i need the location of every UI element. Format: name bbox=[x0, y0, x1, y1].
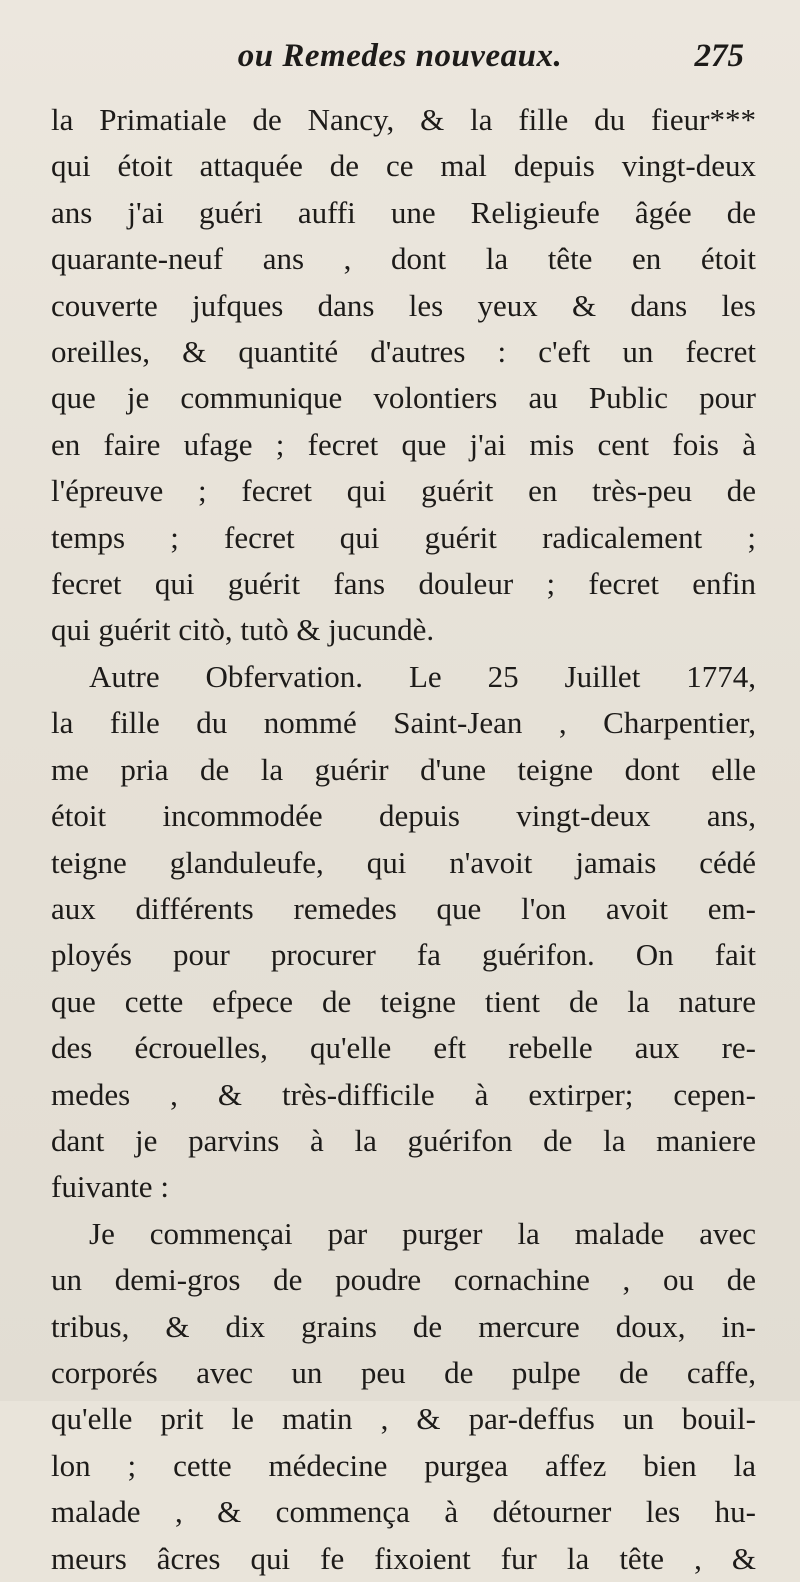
page-number: 275 bbox=[694, 38, 744, 74]
text-line: teigne glanduleufe, qui n'avoit jamais cédé bbox=[51, 844, 756, 880]
text-line: fecret qui guérit fans douleur ; fecret enfin bbox=[51, 566, 756, 602]
text-line: étoit incommodée depuis vingt-deux ans, bbox=[51, 798, 756, 834]
text-line: un demi-gros de poudre cornachine , ou de bbox=[51, 1262, 756, 1298]
text-line: qui étoit attaquée de ce mal depuis vingt-deux bbox=[51, 148, 756, 184]
text-line: medes , & très-difficile à extirper; cepen- bbox=[51, 1076, 756, 1112]
text-line: qui guérit citò, tutò & jucundè. bbox=[51, 612, 435, 648]
text-line: tribus, & dix grains de mercure doux, in- bbox=[51, 1308, 756, 1344]
text-line: temps ; fecret qui guérit radicalement ; bbox=[51, 519, 756, 555]
running-title: ou Remedes nouveaux. bbox=[237, 38, 563, 74]
text-line: lon ; cette médecine purgea affez bien la bbox=[51, 1447, 756, 1483]
text-line: malade , & commença à détourner les hu- bbox=[51, 1494, 756, 1530]
text-line: la Primatiale de Nancy, & la fille du fieur*** bbox=[51, 102, 756, 137]
text-line: fuivante : bbox=[51, 1169, 169, 1205]
text-line: que cette efpece de teigne tient de la nature bbox=[51, 983, 756, 1019]
body-text bbox=[51, 97, 756, 1582]
text-line: qu'elle prit le matin , & par-deffus un bouil- bbox=[51, 1401, 756, 1437]
text-line: quarante-neuf ans , dont la tête en étoit bbox=[51, 241, 756, 277]
text-line: ans j'ai guéri auffi une Religieufe âgée de bbox=[51, 194, 756, 230]
text-line: la fille du nommé Saint-Jean , Charpentier, bbox=[51, 705, 756, 741]
text-line: Autre Obfervation. Le 25 Juillet 1774, bbox=[89, 658, 756, 694]
text-line: dant je parvins à la guérifon de la maniere bbox=[51, 1122, 756, 1158]
text-line: en faire ufage ; fecret que j'ai mis cent fois à bbox=[51, 426, 756, 462]
text-line: corporés avec un peu de pulpe de caffe, bbox=[51, 1354, 756, 1390]
text-line: Je commençai par purger la malade avec bbox=[89, 1215, 756, 1251]
text-line: couverte jufques dans les yeux & dans les bbox=[51, 287, 756, 323]
text-line: ployés pour procurer fa guérifon. On fait bbox=[51, 937, 756, 973]
text-line: meurs âcres qui fe fixoient fur la tête , & bbox=[51, 1540, 756, 1576]
text-line: me pria de la guérir d'une teigne dont elle bbox=[51, 751, 756, 787]
text-line: oreilles, & quantité d'autres : c'eft un fecret bbox=[51, 334, 756, 370]
text-line: que je communique volontiers au Public pour bbox=[51, 380, 756, 416]
text-line: des écrouelles, qu'elle eft rebelle aux re- bbox=[51, 1030, 756, 1066]
page-header bbox=[56, 38, 744, 98]
text-line: aux différents remedes que l'on avoit em- bbox=[51, 890, 756, 926]
text-line: l'épreuve ; fecret qui guérit en très-peu de bbox=[51, 473, 756, 509]
